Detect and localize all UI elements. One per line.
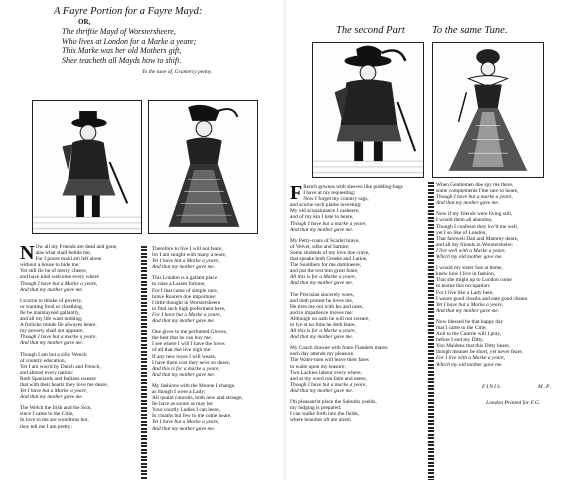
verse-line: Ile have as soone as may be; bbox=[152, 401, 214, 408]
verse-line: Yet still Ile be of merry cheere, bbox=[20, 268, 87, 275]
verse-line: Two Lackies labour every where, bbox=[290, 369, 362, 376]
right-column-2 bbox=[436, 182, 566, 368]
refrain-line: And this is for a marke a yeare, bbox=[152, 365, 220, 372]
refrain-line: Though I have but a marke a yeare, bbox=[290, 220, 367, 227]
author-initials: M.P. bbox=[538, 384, 553, 390]
verse-line: alas what shall betide me, bbox=[35, 250, 91, 257]
refrain-line: Yet I have but a Marke a yeare, bbox=[152, 419, 220, 426]
verse-line: and to impatience moves me: bbox=[290, 309, 354, 316]
verse-line: I little thought in Worstersheere bbox=[152, 299, 221, 306]
verse-line: yet I so like of London, bbox=[436, 229, 487, 236]
verse-line: Ow all my Friends are dead and gone, bbox=[35, 244, 118, 250]
verse-line: before I end my Ditty, bbox=[436, 337, 484, 344]
refrain-line: All this is for a Marke a yeare, bbox=[290, 274, 356, 281]
refrain-line: Though I have but a marke a yeare, bbox=[20, 334, 97, 341]
woodcut-lady bbox=[148, 100, 258, 234]
verse-line: Though I confesse they lov'd me well, bbox=[436, 223, 519, 230]
right-column-1 bbox=[290, 184, 430, 423]
verse-line: In love to me are wondrous hot, bbox=[20, 417, 89, 424]
verse-line: since I came to the Citie, bbox=[20, 411, 74, 418]
refrain-line: Which my old mother gave me. bbox=[436, 254, 503, 261]
verse-line: though meanes be short, yet never feare, bbox=[436, 349, 524, 356]
refrain-line: And that my mother gave me. bbox=[20, 394, 84, 401]
ballad-title-block bbox=[54, 6, 284, 75]
left-column-1 bbox=[20, 244, 138, 430]
verse-line: Now I forget my country rags, bbox=[303, 196, 369, 203]
woodcut-cavalier bbox=[312, 42, 424, 178]
ballad-title: A Fayre Portion for a Fayre Mayd: bbox=[54, 6, 203, 17]
verse-line: For I live like a Lady here, bbox=[436, 289, 494, 296]
verse-line: The Water-men will leave their fares bbox=[290, 357, 369, 364]
verse-line: I can walke forth into the fields, bbox=[290, 411, 360, 418]
verse-line: Therefore to live I will not feare, bbox=[152, 246, 223, 252]
verse-line: One gives to me perfumed Gloves, bbox=[152, 329, 228, 336]
verse-line: I'th pleasant'st place the Suburbs yeelds, bbox=[290, 399, 377, 405]
left-column-2 bbox=[152, 246, 280, 432]
verse-line: and scorne such plaine investing: bbox=[290, 202, 362, 209]
verse-line: and almost every nation: bbox=[20, 369, 74, 376]
verse-line: The Precisian sincerely woes, bbox=[290, 291, 355, 298]
refrain-line: All this is for a Marke a yeare, bbox=[290, 328, 356, 335]
verse-line: my poverty shall not appeare, bbox=[20, 328, 84, 335]
refrain-line: And that my mother gave me. bbox=[436, 307, 500, 314]
verse-line: Your courtly Ladies I can leere, bbox=[152, 407, 221, 414]
woodcut-gentleman bbox=[32, 100, 142, 234]
verse-line: Ile be maintayned gallantly, bbox=[20, 309, 80, 316]
verse-line: that with their hearts they love me deare, bbox=[20, 381, 109, 388]
verse-line: and have kind welcome every where bbox=[20, 274, 99, 281]
verse-line: Yet I am woo'd by Dutch and French, bbox=[20, 363, 101, 370]
verse-line: that speake both Greeke and Latine, bbox=[290, 256, 368, 263]
verse-line: that I came to the Citie; bbox=[436, 324, 487, 331]
verse-line: I would them all abandon, bbox=[436, 217, 493, 224]
subtitle-line-3: This Marke was her old Mothers gift, bbox=[62, 46, 182, 55]
verse-line: Although on oath he will not sweare, bbox=[290, 315, 370, 322]
verse-line: The Welch the Irish and the Scot, bbox=[20, 405, 92, 412]
refrain-line: I live well with a Marke a yeare, bbox=[436, 247, 506, 254]
verse-line: For I poore maid am left alone bbox=[35, 256, 102, 263]
verse-line: to learne this occupation: bbox=[436, 283, 491, 290]
gentlewoman-figure-icon bbox=[433, 43, 543, 177]
verse-line: I have at my requesting: bbox=[303, 190, 356, 197]
verse-line: I scorne to thinke of poverty, bbox=[20, 297, 83, 304]
title-or: OR, bbox=[78, 18, 91, 26]
refrain-line: And that my mother gave me. bbox=[20, 340, 84, 347]
verse-line: That she might up to London come bbox=[436, 277, 512, 284]
verse-line: My fashions with the Moone I change, bbox=[152, 382, 236, 389]
verse-line: I weare good cloaths and eate good cheare bbox=[436, 295, 528, 302]
verse-line: of Velvet, silke and Sattine; bbox=[290, 243, 350, 250]
verse-line: Now if my friends were living still, bbox=[436, 211, 513, 218]
refrain-line: Yet I have but a Marke a yeare, bbox=[152, 258, 220, 265]
verse-line: Both Spaniards and Italians sweare bbox=[20, 375, 96, 382]
verse-line: He tires me out with Ies and noes, bbox=[290, 303, 364, 310]
tune-line: To the tune of, Gramercy penny. bbox=[142, 69, 213, 75]
verse-line: without a house to hide me: bbox=[20, 262, 80, 269]
verse-line: My old acquaintance I casheere, bbox=[290, 208, 360, 215]
verse-line: for I am sought with many a teare, bbox=[152, 252, 227, 259]
right-page bbox=[286, 0, 568, 480]
verse-line: For I that came of simple race, bbox=[152, 287, 219, 294]
verse-line: Though I am but a silly Wench bbox=[20, 351, 87, 358]
verse-line: to raise a Lasses fortune, bbox=[152, 281, 206, 288]
verse-line: brave Roarers doe importune: bbox=[152, 293, 217, 300]
verse-line: And to the Cuntrie will I pray, bbox=[436, 331, 502, 338]
verse-line: Rench gownes with sleeves like pudding-bags bbox=[303, 184, 403, 190]
verse-line: the best that he can buy me, bbox=[152, 335, 213, 342]
refrain-line: And that my mother gave me. bbox=[152, 425, 216, 432]
finis-mark: FINIS. bbox=[482, 384, 504, 390]
ornamental-divider-right bbox=[428, 182, 434, 480]
verse-line: to find such high preferment here, bbox=[152, 305, 226, 312]
verse-line: to lye at no time he doth feare, bbox=[290, 321, 356, 328]
refrain-line: And that my mother gave me. bbox=[152, 318, 216, 325]
refrain-line: For I have but a Marke a yeare, bbox=[152, 311, 221, 318]
verse-line: some complements I'me sure to heare, bbox=[436, 188, 519, 195]
dropcap-n: N bbox=[20, 242, 35, 264]
verse-line: My Petty-coats of Scarlet brave, bbox=[290, 237, 360, 244]
refrain-line: And that my mother gave me. bbox=[20, 286, 84, 293]
refrain-line: And that my mother gave me. bbox=[290, 334, 354, 341]
cavalier-figure-icon bbox=[313, 43, 423, 177]
refrain-line: Yet I have but a Marke a yeare, bbox=[436, 301, 504, 308]
verse-line: I would my sister Sue at home, bbox=[436, 265, 503, 272]
verse-line: I have them cost they ne'er so deare, bbox=[152, 359, 231, 366]
verse-line: of country education, bbox=[20, 357, 66, 364]
refrain-line: And that my mother gave me. bbox=[152, 264, 216, 271]
verse-line: I see where I will I have the loves bbox=[152, 341, 225, 348]
verse-line: knew how I live in fashion, bbox=[436, 271, 495, 278]
printer-line: London Printed for F.G. bbox=[486, 400, 541, 406]
ornamental-divider bbox=[141, 246, 147, 480]
verse-line: If any new toyes I will weare, bbox=[152, 353, 217, 360]
verse-line: In cloaths but few to me come neare, bbox=[152, 413, 232, 420]
verse-line: or wanting food or cloathing, bbox=[20, 303, 84, 310]
verse-line: as though I were a Lady; bbox=[152, 388, 206, 395]
verse-line: A frolicke minde Ile alwayes beare, bbox=[20, 322, 97, 329]
verse-line: Some students of my love doe crave, bbox=[290, 249, 370, 256]
same-tune-title: To the same Tune. bbox=[432, 25, 508, 36]
verse-line: The Souldiers for me domineere, bbox=[290, 262, 362, 269]
verse-line: This London is a gallant place bbox=[152, 275, 218, 282]
verse-line: Now blessed be that happy day bbox=[436, 318, 504, 325]
verse-line: to waite upon my leasure: bbox=[290, 363, 346, 370]
refrain-line: Though I have but a marke a yeare, bbox=[290, 381, 367, 388]
refrain-line: And that my mother gave me. bbox=[436, 200, 500, 207]
refrain-line: And that my mother gave me. bbox=[152, 371, 216, 378]
subtitle-line-1: The thriftie Mayd of Worstersheere, bbox=[62, 27, 176, 36]
verse-line: You Maidens that this Ditty heare, bbox=[436, 343, 511, 350]
verse-line: each day attends my pleasure, bbox=[290, 351, 355, 358]
verse-line: of all that doe live nigh me: bbox=[152, 347, 212, 354]
refrain-line: And that my mother gave me. bbox=[290, 280, 354, 287]
lady-figure-icon bbox=[149, 101, 257, 233]
second-part-title: The second Part bbox=[336, 25, 405, 36]
verse-line: and of my kin I hate to heare, bbox=[290, 214, 354, 221]
woodcut-gentlewoman bbox=[432, 42, 544, 178]
refrain-line: And that my mother gave me. bbox=[290, 226, 354, 233]
refrain-line: Which my old mother gave me. bbox=[436, 361, 503, 368]
verse-line: where beauties oft are aired; bbox=[290, 417, 352, 424]
refrain-line: And that my mother gave me. bbox=[290, 387, 354, 394]
verse-line: and doth protest he loves me, bbox=[290, 297, 354, 304]
refrain-line: Though I have but a Marke a yeare, bbox=[20, 280, 98, 287]
verse-line: All quaint conceits, both new and strange, bbox=[152, 395, 243, 402]
verse-line: and all my life want nothing; bbox=[20, 316, 83, 323]
refrain-line: For I live with a Marke a yeare, bbox=[436, 355, 505, 362]
gentleman-figure-icon bbox=[33, 101, 141, 233]
verse-line: That farewell Dad and Mammy deare, bbox=[436, 235, 519, 242]
refrain-line: Yet I have but a Marke a yeare, bbox=[20, 388, 88, 395]
verse-line: When Gentlemen doe spy me there, bbox=[436, 182, 514, 188]
verse-line: and all my friends in Worstersheire: bbox=[436, 241, 514, 248]
refrain-line: Though I have but a marke a yeare, bbox=[436, 194, 513, 201]
verse-line: and put the rest into great feare, bbox=[290, 268, 359, 275]
verse-line: my lodging is prepared, bbox=[290, 405, 342, 412]
verse-line: and at my word run faire and neere, bbox=[290, 375, 367, 382]
subtitle-line-2: Who lives at London for a Marke a yeare; bbox=[62, 36, 197, 46]
dropcap-f: F bbox=[290, 182, 303, 204]
verse-line: they tell me I am pretty: bbox=[20, 423, 72, 430]
verse-line: My Coach drawne with foure Flanders mares bbox=[290, 345, 388, 352]
subtitle-line-4: Shee teacheth all Mayds how to shift. bbox=[62, 55, 182, 65]
